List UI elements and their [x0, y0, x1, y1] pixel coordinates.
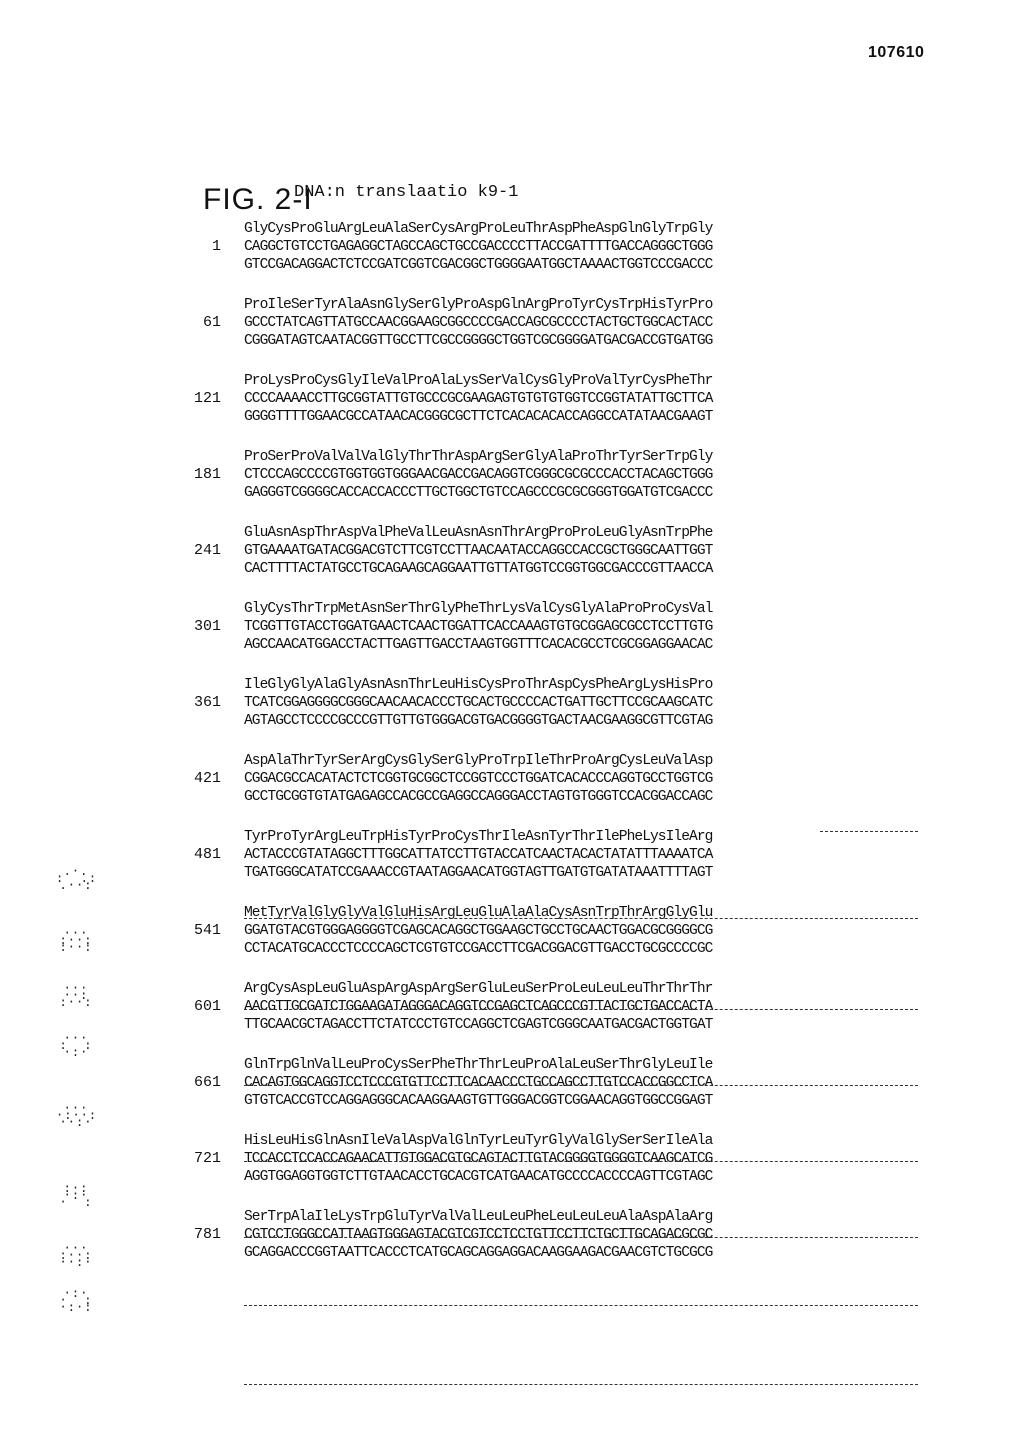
complement-strand-line: GAGGGTCGGGGCACCACCACCCTTGCTGGCTGTCCAGCCCGCGCGGGTGGATGTCGACCC: [244, 485, 713, 501]
position-number: 301: [193, 618, 221, 635]
complement-strand-line: AGTAGCCTCCCCGCCCGTTGTTGTGGGACGTGACGGGGTGACTAACGAAGGCGTTCGTAG: [244, 713, 713, 729]
amino-acid-line: ArgCysAspLeuGluAspArgAspArgSerGluLeuSerProLeuLeuLeuThrThrThr: [244, 981, 713, 997]
amino-acid-line: GluAsnAspThrAspValPheValLeuAsnAsnThrArgProProLeuGlyAsnTrpPhe: [244, 525, 713, 541]
sequence-block: [0, 596, 1024, 672]
patent-number: 107610: [868, 44, 925, 61]
sequence-block: [0, 292, 1024, 368]
coding-strand-line: GCCCTATCAGTTATGCCAACGGAAGCGGCCCCGACCAGCGCCCCTACTGCTGGCACTACC: [244, 315, 713, 331]
complement-strand-line: TGATGGGCATATCCGAAACCGTAATAGGAACATGGTAGTTGATGTGATATAAATTTTAGT: [244, 865, 713, 881]
sequence-block: [0, 976, 1024, 1052]
position-number: 481: [193, 846, 221, 863]
coding-strand-line: TCGGTTGTACCTGGATGAACTCAACTGGATTCACCAAAGTGTGCGGAGCGCCTCCTTGTG: [244, 619, 713, 635]
margin-dot-mark: ··· :··: :··:: [59, 926, 93, 954]
dashed-rule: [244, 918, 918, 919]
amino-acid-line: GlyCysThrTrpMetAsnSerThrGlyPheThrLysValCysGlyAlaProProCysVal: [244, 601, 713, 617]
coding-strand-line: GGATGTACGTGGGAGGGGTCGAGCACAGGCTGGAAGCTGCCTGCAACTGGACGCGGGGCG: [244, 923, 713, 939]
amino-acid-line: ProIleSerTyrAlaAsnGlySerGlyProAspGlnArgProTyrCysTrpHisTyrPro: [244, 297, 713, 313]
coding-strand-line: GTGAAAATGATACGGACGTCTTCGTCCTTAACAATACCAGGCCACCGCTGGGCAATTGGT: [244, 543, 713, 559]
sequence-block: [0, 216, 1024, 292]
amino-acid-line: AspAlaThrTyrSerArgCysGlySerGlyProTrpIleThrProArgCysLeuValAsp: [244, 753, 713, 769]
complement-strand-line: CGGGATAGTCAATACGGTTGCCTTCGCCGGGGCTGGTCGCGGGGATGACGACCGTGATGG: [244, 333, 713, 349]
amino-acid-line: ProLysProCysGlyIleValProAlaLysSerValCysGlyProValTyrCysPheThr: [244, 373, 713, 389]
coding-strand-line: CGGACGCCACATACTCTCGGTGCGGCTCCGGTCCCTGGATCACACCCAGGTGCCTGGTCG: [244, 771, 713, 787]
position-number: 121: [193, 390, 221, 407]
coding-strand-line: TCCACCTCCACCAGAACATTGTGGACGTGCAGTACTTGTACGGGGTGGGGTCAAGCATCG: [244, 1151, 713, 1167]
sequence-block: [0, 368, 1024, 444]
amino-acid-line: GlnTrpGlnValLeuProCysSerPheThrThrLeuProAlaLeuSerThrGlyLeuIle: [244, 1057, 713, 1073]
coding-strand-line: CAGGCTGTCCTGAGAGGCTAGCCAGCTGCCGACCCCTTACCGATTTTGACCAGGGCTGGG: [244, 239, 713, 255]
sequence-block: [0, 672, 1024, 748]
amino-acid-line: GlyCysProGluArgLeuAlaSerCysArgProLeuThrAspPheAspGlnGlyTrpGly: [244, 221, 713, 237]
complement-strand-line: TTGCAACGCTAGACCTTCTATCCCTGTCCAGGCTCGAGTCGGGCAATGACGACTGGTGAT: [244, 1017, 713, 1033]
position-number: 601: [193, 998, 221, 1015]
dashed-rule: [244, 1085, 918, 1086]
coding-strand-line: CGTCCTGGGCCATTAAGTGGGAGTACGTCGTCCTCCTGTTCCTTCTGCTTGCAGACGCGC: [244, 1227, 713, 1243]
complement-strand-line: GTCCGACAGGACTCTCCGATCGGTCGACGGCTGGGGAATGGCTAAAACTGGTCCCGACCC: [244, 257, 713, 273]
complement-strand-line: CACTTTTACTATGCCTGCAGAAGCAGGAATTGTTATGGTCCGGTGGCGACCCGTTAACCA: [244, 561, 713, 577]
complement-strand-line: GTGTCACCGTCCAGGAGGGCACAAGGAAGTGTTGGGACGGTCGGAACAGGTGGCCGGAGT: [244, 1093, 713, 1109]
coding-strand-line: CTCCCAGCCCCGTGGTGGTGGGAACGACCGACAGGTCGGGCGCGCCCACCTACAGCTGGG: [244, 467, 713, 483]
coding-strand-line: CACAGTGGCAGGTCCTCCCGTGTTCCTTCACAACCCTGCCAGCCTTGTCCACCGGCCTCA: [244, 1075, 713, 1091]
margin-dot-mark: .·. : .: .··:: [56, 864, 98, 892]
complement-strand-line: AGGTGGAGGTGGTCTTGTAACACCTGCACGTCATGAACATGCCCCACCCCAGTTCGTAGC: [244, 1169, 713, 1185]
complement-strand-line: GCCTGCGGTGTATGAGAGCCACGCCGAGGCCAGGGACCTAGTGTGGGTCCACGGACCAGC: [244, 789, 713, 805]
sequence-block: [0, 748, 1024, 824]
margin-dot-mark: ··· : : ·:·: [59, 1031, 93, 1059]
position-number: 541: [193, 922, 221, 939]
coding-strand-line: AACGTTGCGATCTGGAAGATAGGGACAGGTCCGAGCTCAGCCCGTTACTGCTGACCACTA: [244, 999, 713, 1015]
amino-acid-line: SerTrpAlaIleLysTrpGluTyrValValLeuLeuPheLeuLeuLeuAlaAspAlaArg: [244, 1209, 713, 1225]
figure-label: FIG. 2-I: [203, 183, 313, 216]
coding-strand-line: TCATCGGAGGGGCGGGCAACAACACCCTGCACTGCCCCACTGATTGCTTCCGCAAGCATC: [244, 695, 713, 711]
sequence-blocks: [0, 216, 1024, 1280]
position-number: 421: [193, 770, 221, 787]
margin-dot-mark: ··· ·:··: ··:·: [56, 1101, 98, 1129]
sequence-block: [0, 1052, 1024, 1128]
sequence-block: [0, 824, 1024, 900]
dashed-rule: [244, 1161, 918, 1162]
position-number: 181: [193, 466, 221, 483]
dashed-rule: [820, 831, 918, 832]
position-number: 1: [211, 238, 221, 255]
sequence-block: [0, 900, 1024, 976]
amino-acid-line: IleGlyGlyAlaGlyAsnAsnThrLeuHisCysProThrAspCysPheArgLysHisPro: [244, 677, 713, 693]
position-number: 661: [193, 1074, 221, 1091]
position-number: 721: [193, 1150, 221, 1167]
margin-dot-mark: ··· ··: :··:: [59, 981, 93, 1009]
dashed-rule: [244, 1305, 918, 1306]
amino-acid-line: MetTyrValGlyGlyValGluHisArgLeuGluAlaAlaCysAsnTrpThrArgGlyGlu: [244, 905, 713, 921]
margin-dot-mark: ··· :··: ··:·: [59, 1241, 93, 1269]
complement-strand-line: GCAGGACCCGGTAATTCACCCTCATGCAGCAGGAGGACAAGGAAGACGAACGTCTGCGCG: [244, 1245, 713, 1261]
complement-strand-line: CCTACATGCACCCTCCCCAGCTCGTGTCCGACCTTCGACGGACGTTGACCTGCGCCCCGC: [244, 941, 713, 957]
margin-dot-mark: :·: ·:· · :: [59, 1181, 93, 1209]
amino-acid-line: TyrProTyrArgLeuTrpHisTyrProCysThrIleAsnTyrThrIlePheLysIleArg: [244, 829, 713, 845]
dashed-rule: [244, 1009, 918, 1010]
sequence-block: [0, 520, 1024, 596]
dashed-rule: [244, 1237, 918, 1238]
position-number: 781: [193, 1226, 221, 1243]
coding-strand-line: ACTACCCGTATAGGCTTTGGCATTATCCTTGTACCATCAACTACACTATATTTAAAATCA: [244, 847, 713, 863]
sequence-block: [0, 1128, 1024, 1209]
complement-strand-line: GGGGTTTTGGAACGCCATAACACGGGCGCTTCTCACACACACCAGGCCATATAACGAAGT: [244, 409, 713, 425]
margin-dot-mark: ·:· · : ·:·:: [59, 1286, 93, 1314]
position-number: 61: [202, 314, 221, 331]
complement-strand-line: AGCCAACATGGACCTACTTGAGTTGACCTAAGTGGTTTCACACGCCTCGCGGAGGAACAC: [244, 637, 713, 653]
sequence-block: [0, 1204, 1024, 1280]
dashed-rule: [244, 1384, 918, 1385]
position-number: 361: [193, 694, 221, 711]
position-number: 241: [193, 542, 221, 559]
sequence-block: [0, 444, 1024, 520]
amino-acid-line: HisLeuHisGlnAsnIleValAspValGlnTyrLeuTyrGlyValGlySerSerIleAla: [244, 1133, 713, 1149]
amino-acid-line: ProSerProValValValGlyThrThrAspArgSerGlyAlaProThrTyrSerTrpGly: [244, 449, 713, 465]
figure-caption: DNA:n translaatio k9-1: [294, 183, 519, 202]
coding-strand-line: CCCCAAAACCTTGCGGTATTGTGCCCGCGAAGAGTGTGTGTGGTCCGGTATATTGCTTCA: [244, 391, 713, 407]
